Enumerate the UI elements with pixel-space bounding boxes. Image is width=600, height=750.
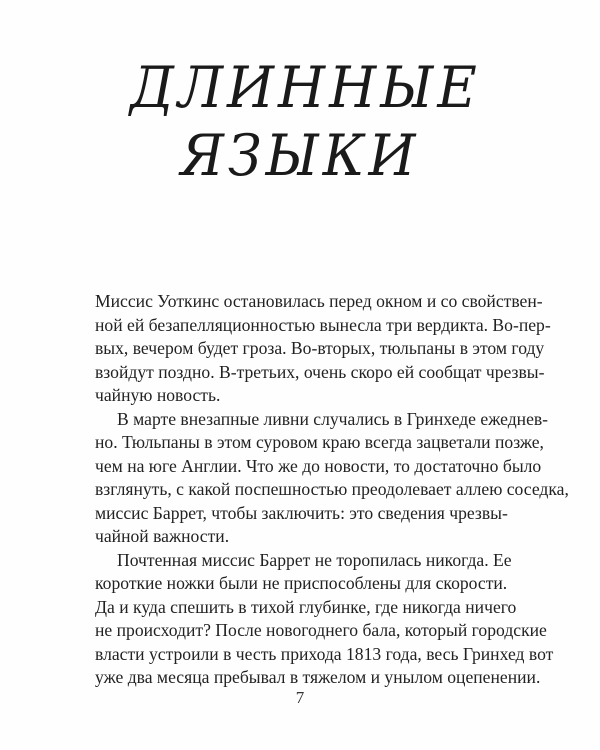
text-line: В марте внезапные ливни случались в Гринхеде ежеднев- xyxy=(117,408,549,429)
chapter-title-line-2: ЯЗЫКИ xyxy=(180,122,420,189)
text-line: взглянуть, с какой поспешностью преодолевает аллею соседка, xyxy=(95,479,569,499)
text-line: миссис Баррет, чтобы заключить: это сведения чрезвы- xyxy=(95,502,508,523)
text-line: ной ей безапелляционностью вынесла три вердикта. Во-пер- xyxy=(95,314,551,335)
chapter-title xyxy=(130,54,481,189)
chapter-title-line-1: ДЛИННЫЕ xyxy=(130,54,481,121)
text-line: чайную новость. xyxy=(95,385,221,405)
paragraph-1 xyxy=(95,290,551,408)
text-line: взойдут поздно. В-третьих, очень скоро ей сообщат чрезвы- xyxy=(95,361,545,382)
page-number: 7 xyxy=(295,688,305,707)
text-line: Почтенная миссис Баррет не торопилась никогда. Ее xyxy=(117,549,512,570)
text-line: но. Тюльпаны в этом суровом краю всегда зацветали позже, xyxy=(95,432,544,452)
paragraph-2 xyxy=(95,408,569,549)
text-line: вых, вечером будет гроза. Во-вторых, тюльпаны в этом году xyxy=(95,338,545,358)
paragraph-3 xyxy=(95,549,554,690)
text-line: чайной важности. xyxy=(95,526,230,546)
body-text xyxy=(95,290,569,690)
text-line: короткие ножки были не приспособлены для скорости. xyxy=(95,573,508,593)
text-line: власти устроили в честь прихода 1813 года, весь Гринхед вот xyxy=(95,643,554,664)
text-line: не происходит? После новогоднего бала, который городские xyxy=(95,620,547,640)
text-line: чем на юге Англии. Что же до новости, то достаточно было xyxy=(95,455,542,476)
text-line: Да и куда спешить в тихой глубинке, где никогда ничего xyxy=(95,596,517,617)
text-line: Миссис Уоткинс остановилась перед окном и со свойствен- xyxy=(95,291,543,311)
text-line: уже два месяца пребывал в тяжелом и унылом оцепенении. xyxy=(95,667,541,687)
